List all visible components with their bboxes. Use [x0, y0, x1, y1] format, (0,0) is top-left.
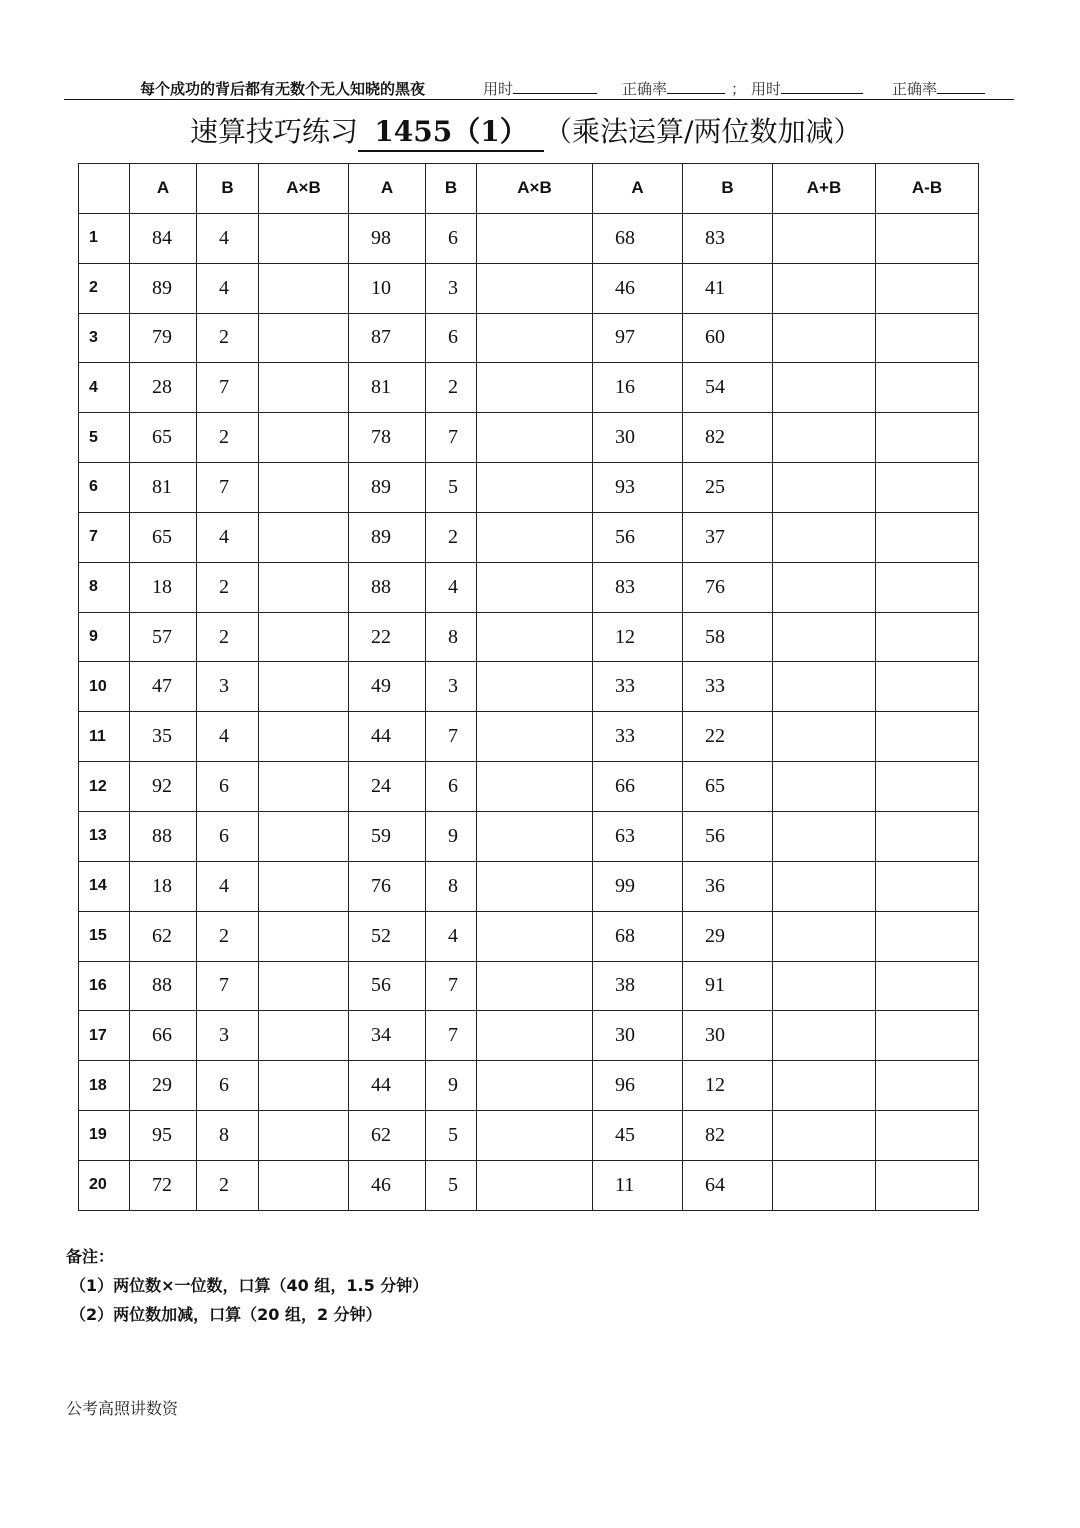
- cell-a: 87: [349, 313, 426, 363]
- notes-heading: 备注：: [66, 1247, 115, 1266]
- cell-a: 46: [349, 1160, 426, 1210]
- cell-a: 84: [130, 213, 197, 263]
- cell-a: 12: [593, 612, 683, 662]
- cell-a: 68: [593, 213, 683, 263]
- answer-cell-sum[interactable]: [773, 413, 876, 463]
- cell-a: 11: [593, 1160, 683, 1210]
- table-row: [79, 861, 979, 911]
- answer-cell-difference[interactable]: [876, 1111, 979, 1161]
- answer-cell-difference[interactable]: [876, 512, 979, 562]
- row-index: 8: [79, 562, 130, 612]
- cell-a: 83: [593, 562, 683, 612]
- answer-cell-sum[interactable]: [773, 313, 876, 363]
- answer-cell-product[interactable]: [477, 512, 593, 562]
- answer-cell-product[interactable]: [259, 463, 349, 513]
- row-index: 9: [79, 612, 130, 662]
- answer-cell-sum[interactable]: [773, 762, 876, 812]
- cell-b: 2: [197, 911, 259, 961]
- header-cell-index: [79, 164, 130, 214]
- cell-b: 6: [197, 811, 259, 861]
- answer-cell-product[interactable]: [259, 363, 349, 413]
- answer-cell-sum[interactable]: [773, 562, 876, 612]
- cell-a: 96: [593, 1061, 683, 1111]
- answer-cell-sum[interactable]: [773, 662, 876, 712]
- table-row: [79, 662, 979, 712]
- exercise-table: [78, 163, 979, 1211]
- table-body: [79, 213, 979, 1210]
- cell-b: 6: [197, 762, 259, 812]
- cell-b: 3: [197, 1011, 259, 1061]
- time-blank-2[interactable]: [781, 79, 863, 94]
- cell-b: 4: [197, 263, 259, 313]
- answer-cell-difference[interactable]: [876, 463, 979, 513]
- answer-cell-sum[interactable]: [773, 1111, 876, 1161]
- notes-line-1: （1）两位数×一位数，口算（40 组，1.5 分钟）: [70, 1276, 429, 1295]
- title-code: 1455（1）: [358, 110, 544, 152]
- cell-a: 92: [130, 762, 197, 812]
- cell-b: 3: [426, 263, 477, 313]
- row-index: 13: [79, 811, 130, 861]
- answer-cell-product[interactable]: [259, 911, 349, 961]
- table-row: [79, 562, 979, 612]
- row-index: 6: [79, 463, 130, 513]
- row-index: 1: [79, 213, 130, 263]
- accuracy-label-2: 正确率: [892, 80, 938, 98]
- answer-cell-product[interactable]: [259, 612, 349, 662]
- answer-cell-product[interactable]: [259, 313, 349, 363]
- cell-a: 93: [593, 463, 683, 513]
- table-row: [79, 612, 979, 662]
- cell-b: 58: [683, 612, 773, 662]
- answer-cell-sum[interactable]: [773, 861, 876, 911]
- cell-a: 38: [593, 961, 683, 1011]
- table-row: [79, 811, 979, 861]
- answer-cell-product[interactable]: [477, 363, 593, 413]
- answer-cell-difference[interactable]: [876, 612, 979, 662]
- table-row: [79, 712, 979, 762]
- answer-cell-difference[interactable]: [876, 811, 979, 861]
- cell-b: 6: [426, 313, 477, 363]
- table-row: [79, 1061, 979, 1111]
- answer-cell-difference[interactable]: [876, 213, 979, 263]
- answer-cell-difference[interactable]: [876, 313, 979, 363]
- accuracy-blank-2[interactable]: [937, 79, 985, 94]
- answer-cell-difference[interactable]: [876, 712, 979, 762]
- answer-cell-sum[interactable]: [773, 1061, 876, 1111]
- answer-cell-difference[interactable]: [876, 1160, 979, 1210]
- cell-b: 37: [683, 512, 773, 562]
- row-index: 20: [79, 1160, 130, 1210]
- cell-b: 2: [197, 413, 259, 463]
- cell-b: 9: [426, 1061, 477, 1111]
- cell-b: 56: [683, 811, 773, 861]
- cell-b: 2: [197, 562, 259, 612]
- answer-cell-product[interactable]: [477, 1160, 593, 1210]
- table-row: [79, 413, 979, 463]
- cell-a: 57: [130, 612, 197, 662]
- cell-a: 65: [130, 413, 197, 463]
- cell-b: 91: [683, 961, 773, 1011]
- cell-b: 6: [426, 762, 477, 812]
- cell-b: 4: [426, 911, 477, 961]
- cell-a: 30: [593, 413, 683, 463]
- cell-a: 29: [130, 1061, 197, 1111]
- cell-a: 33: [593, 662, 683, 712]
- cell-b: 64: [683, 1160, 773, 1210]
- cell-a: 65: [130, 512, 197, 562]
- cell-b: 9: [426, 811, 477, 861]
- cell-b: 7: [426, 712, 477, 762]
- cell-b: 2: [197, 612, 259, 662]
- row-index: 5: [79, 413, 130, 463]
- cell-b: 7: [197, 463, 259, 513]
- cell-b: 6: [426, 213, 477, 263]
- header-cell-a: A: [349, 164, 426, 214]
- answer-cell-difference[interactable]: [876, 1061, 979, 1111]
- row-index: 4: [79, 363, 130, 413]
- cell-a: 88: [130, 961, 197, 1011]
- accuracy-blank-1[interactable]: [667, 79, 725, 94]
- answer-cell-product[interactable]: [477, 562, 593, 612]
- row-index: 7: [79, 512, 130, 562]
- cell-a: 44: [349, 712, 426, 762]
- answer-cell-product[interactable]: [477, 1061, 593, 1111]
- cell-a: 88: [349, 562, 426, 612]
- answer-cell-sum[interactable]: [773, 1160, 876, 1210]
- answer-cell-product[interactable]: [259, 413, 349, 463]
- answer-cell-product[interactable]: [259, 811, 349, 861]
- answer-cell-product[interactable]: [477, 463, 593, 513]
- table-row: [79, 263, 979, 313]
- answer-cell-product[interactable]: [259, 762, 349, 812]
- cell-b: 4: [197, 712, 259, 762]
- title-suffix: （乘法运算/两位数加减）: [544, 115, 862, 148]
- row-index: 14: [79, 861, 130, 911]
- cell-a: 98: [349, 213, 426, 263]
- cell-a: 81: [130, 463, 197, 513]
- answer-cell-product[interactable]: [477, 263, 593, 313]
- row-index: 12: [79, 762, 130, 812]
- cell-a: 28: [130, 363, 197, 413]
- cell-a: 18: [130, 562, 197, 612]
- answer-cell-product[interactable]: [259, 1111, 349, 1161]
- header-cell-a: A: [593, 164, 683, 214]
- header-cell-b: B: [683, 164, 773, 214]
- table-row: [79, 463, 979, 513]
- answer-cell-difference[interactable]: [876, 413, 979, 463]
- cell-b: 7: [426, 413, 477, 463]
- answer-cell-sum[interactable]: [773, 263, 876, 313]
- answer-cell-product[interactable]: [259, 961, 349, 1011]
- table-row: [79, 512, 979, 562]
- cell-a: 89: [349, 512, 426, 562]
- answer-cell-sum[interactable]: [773, 512, 876, 562]
- cell-a: 79: [130, 313, 197, 363]
- cell-a: 66: [593, 762, 683, 812]
- cell-b: 65: [683, 762, 773, 812]
- answer-cell-sum[interactable]: [773, 712, 876, 762]
- page-title: [190, 110, 861, 152]
- answer-cell-difference[interactable]: [876, 662, 979, 712]
- table-row: [79, 1011, 979, 1061]
- table-row: [79, 911, 979, 961]
- answer-cell-product[interactable]: [259, 562, 349, 612]
- answer-cell-product[interactable]: [259, 662, 349, 712]
- row-index: 10: [79, 662, 130, 712]
- cell-b: 82: [683, 413, 773, 463]
- table-header-row: [79, 164, 979, 214]
- cell-b: 4: [197, 861, 259, 911]
- cell-b: 2: [426, 363, 477, 413]
- header-cell-sum: A+B: [773, 164, 876, 214]
- row-index: 19: [79, 1111, 130, 1161]
- header-divider: [64, 99, 1014, 100]
- cell-b: 5: [426, 1111, 477, 1161]
- cell-b: 2: [197, 313, 259, 363]
- answer-cell-difference[interactable]: [876, 961, 979, 1011]
- cell-b: 2: [197, 1160, 259, 1210]
- cell-b: 83: [683, 213, 773, 263]
- cell-a: 72: [130, 1160, 197, 1210]
- answer-cell-difference[interactable]: [876, 1011, 979, 1061]
- cell-b: 3: [426, 662, 477, 712]
- cell-a: 88: [130, 811, 197, 861]
- header-cell-b: B: [426, 164, 477, 214]
- header-cell-b: B: [197, 164, 259, 214]
- cell-a: 89: [130, 263, 197, 313]
- cell-a: 99: [593, 861, 683, 911]
- table-row: [79, 363, 979, 413]
- cell-a: 33: [593, 712, 683, 762]
- cell-a: 97: [593, 313, 683, 363]
- answer-cell-product[interactable]: [259, 712, 349, 762]
- answer-cell-product[interactable]: [259, 1160, 349, 1210]
- answer-cell-sum[interactable]: [773, 612, 876, 662]
- row-index: 15: [79, 911, 130, 961]
- cell-a: 78: [349, 413, 426, 463]
- table-row: [79, 1111, 979, 1161]
- answer-cell-product[interactable]: [477, 313, 593, 363]
- answer-cell-product[interactable]: [477, 662, 593, 712]
- answer-cell-difference[interactable]: [876, 911, 979, 961]
- cell-a: 34: [349, 1011, 426, 1061]
- answer-cell-product[interactable]: [259, 512, 349, 562]
- notes-section: [66, 1242, 428, 1329]
- answer-cell-product[interactable]: [477, 712, 593, 762]
- row-index: 2: [79, 263, 130, 313]
- cell-a: 66: [130, 1011, 197, 1061]
- cell-b: 33: [683, 662, 773, 712]
- answer-cell-sum[interactable]: [773, 1011, 876, 1061]
- answer-cell-difference[interactable]: [876, 762, 979, 812]
- answer-cell-sum[interactable]: [773, 463, 876, 513]
- answer-cell-sum[interactable]: [773, 961, 876, 1011]
- cell-b: 4: [426, 562, 477, 612]
- answer-cell-product[interactable]: [477, 1011, 593, 1061]
- row-index: 3: [79, 313, 130, 363]
- cell-a: 47: [130, 662, 197, 712]
- cell-b: 7: [197, 363, 259, 413]
- cell-a: 89: [349, 463, 426, 513]
- cell-b: 41: [683, 263, 773, 313]
- cell-b: 82: [683, 1111, 773, 1161]
- cell-a: 76: [349, 861, 426, 911]
- table-row: [79, 313, 979, 363]
- cell-a: 62: [349, 1111, 426, 1161]
- cell-a: 95: [130, 1111, 197, 1161]
- cell-b: 60: [683, 313, 773, 363]
- title-prefix: 速算技巧练习: [190, 115, 359, 148]
- cell-b: 4: [197, 512, 259, 562]
- answer-cell-product[interactable]: [259, 1061, 349, 1111]
- time-label-2: 用时: [751, 80, 782, 98]
- cell-a: 30: [593, 1011, 683, 1061]
- cell-b: 3: [197, 662, 259, 712]
- answer-cell-sum[interactable]: [773, 911, 876, 961]
- cell-b: 8: [426, 861, 477, 911]
- table-row: [79, 762, 979, 812]
- cell-b: 7: [197, 961, 259, 1011]
- cell-a: 10: [349, 263, 426, 313]
- answer-cell-product[interactable]: [477, 413, 593, 463]
- answer-cell-product[interactable]: [477, 612, 593, 662]
- cell-b: 4: [197, 213, 259, 263]
- cell-a: 63: [593, 811, 683, 861]
- cell-a: 68: [593, 911, 683, 961]
- footer-text: 公考高照讲数资: [66, 1399, 179, 1418]
- cell-b: 8: [426, 612, 477, 662]
- cell-a: 44: [349, 1061, 426, 1111]
- time-blank-1[interactable]: [513, 79, 597, 94]
- cell-b: 7: [426, 961, 477, 1011]
- cell-b: 36: [683, 861, 773, 911]
- cell-b: 29: [683, 911, 773, 961]
- header-motto: 每个成功的背后都有无数个无人知晓的黑夜: [140, 80, 426, 98]
- answer-cell-product[interactable]: [477, 961, 593, 1011]
- cell-a: 45: [593, 1111, 683, 1161]
- time-label-1: 用时: [483, 80, 514, 98]
- answer-cell-difference[interactable]: [876, 861, 979, 911]
- cell-a: 24: [349, 762, 426, 812]
- cell-a: 49: [349, 662, 426, 712]
- cell-b: 76: [683, 562, 773, 612]
- table-row: [79, 213, 979, 263]
- cell-b: 5: [426, 463, 477, 513]
- cell-b: 12: [683, 1061, 773, 1111]
- answer-cell-product[interactable]: [477, 861, 593, 911]
- answer-cell-product[interactable]: [477, 213, 593, 263]
- answer-cell-product[interactable]: [259, 263, 349, 313]
- answer-cell-difference[interactable]: [876, 363, 979, 413]
- cell-a: 18: [130, 861, 197, 911]
- answer-cell-sum[interactable]: [773, 213, 876, 263]
- cell-a: 56: [593, 512, 683, 562]
- answer-cell-product[interactable]: [259, 213, 349, 263]
- row-index: 11: [79, 712, 130, 762]
- answer-cell-sum[interactable]: [773, 363, 876, 413]
- cell-a: 81: [349, 363, 426, 413]
- answer-cell-difference[interactable]: [876, 562, 979, 612]
- answer-cell-product[interactable]: [477, 1111, 593, 1161]
- header-separator: ；: [731, 80, 747, 98]
- accuracy-field-2: [892, 78, 985, 99]
- row-index: 16: [79, 961, 130, 1011]
- cell-a: 52: [349, 911, 426, 961]
- table-row: [79, 961, 979, 1011]
- table-row: [79, 1160, 979, 1210]
- answer-cell-product[interactable]: [259, 1011, 349, 1061]
- cell-a: 46: [593, 263, 683, 313]
- cell-b: 22: [683, 712, 773, 762]
- answer-cell-product[interactable]: [259, 861, 349, 911]
- time-field-2: [751, 78, 863, 99]
- time-field-1: [483, 78, 597, 99]
- cell-b: 2: [426, 512, 477, 562]
- cell-b: 54: [683, 363, 773, 413]
- header-cell-product: A×B: [259, 164, 349, 214]
- row-index: 18: [79, 1061, 130, 1111]
- answer-cell-sum[interactable]: [773, 811, 876, 861]
- cell-a: 16: [593, 363, 683, 413]
- header-cell-product: A×B: [477, 164, 593, 214]
- header-cell-difference: A-B: [876, 164, 979, 214]
- row-index: 17: [79, 1011, 130, 1061]
- cell-b: 30: [683, 1011, 773, 1061]
- cell-a: 35: [130, 712, 197, 762]
- cell-b: 7: [426, 1011, 477, 1061]
- answer-cell-product[interactable]: [477, 762, 593, 812]
- cell-a: 56: [349, 961, 426, 1011]
- cell-a: 59: [349, 811, 426, 861]
- accuracy-field-1: [622, 78, 725, 99]
- cell-b: 5: [426, 1160, 477, 1210]
- answer-cell-difference[interactable]: [876, 263, 979, 313]
- notes-line-2: （2）两位数加减，口算（20 组，2 分钟）: [70, 1305, 382, 1324]
- cell-b: 8: [197, 1111, 259, 1161]
- header-cell-a: A: [130, 164, 197, 214]
- cell-a: 62: [130, 911, 197, 961]
- accuracy-label-1: 正确率: [622, 80, 668, 98]
- answer-cell-product[interactable]: [477, 811, 593, 861]
- cell-b: 25: [683, 463, 773, 513]
- cell-a: 22: [349, 612, 426, 662]
- cell-b: 6: [197, 1061, 259, 1111]
- answer-cell-product[interactable]: [477, 911, 593, 961]
